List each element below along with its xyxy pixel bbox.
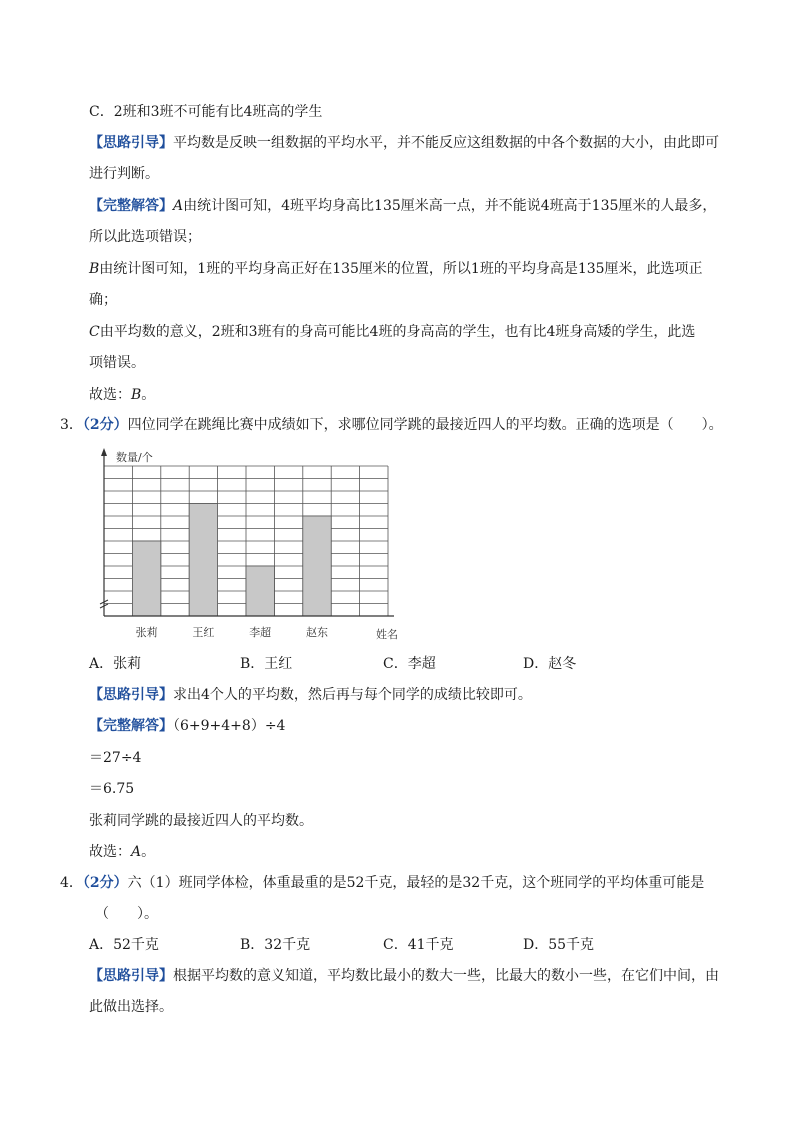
x-tick-label: 张莉	[135, 626, 158, 639]
answer-text: 由统计图可知，1班的平均身高正好在135厘米的位置，所以1班的平均身高是135厘米，此选项正	[99, 261, 703, 277]
q2-choose	[89, 385, 155, 405]
hint-text: 求出4个人的平均数，然后再与每个同学的成绩比较即可。	[173, 687, 532, 703]
q2-answer-b-line2: 确；	[89, 292, 117, 308]
question-text: 四位同学在跳绳比赛中成绩如下，求哪位同学跳的最接近四人的平均数。正确的选项是（ ）。	[127, 417, 723, 433]
choose-end: 。	[141, 844, 156, 860]
chart-bars	[132, 504, 331, 617]
bar-2	[246, 566, 274, 616]
question-number: 4．	[60, 875, 83, 891]
x-tick-label: 王红	[192, 626, 215, 639]
q2-hint	[89, 133, 719, 153]
q2-answer-a-line2: 所以此选项错误；	[89, 229, 201, 245]
question-text: 六（1）班同学体检，体重最重的是52千克，最轻的是32千克，这个班同学的平均体重可能是	[127, 875, 705, 891]
q4-option-b[interactable]: B．32千克	[240, 937, 311, 953]
choose-value: B	[131, 387, 142, 403]
calc-line3: ＝6.75	[89, 781, 135, 797]
q3-options	[89, 653, 649, 673]
x-tick-label: 赵东	[306, 626, 328, 639]
question-score: （2分）	[82, 875, 128, 891]
calc-line1: （6+9+4+8）÷4	[173, 718, 286, 734]
q2-answer-c-line2: 项错误。	[89, 355, 145, 371]
q3-option-d[interactable]: D．赵冬	[523, 656, 577, 672]
q4-hint-line2: 此做出选择。	[89, 999, 173, 1015]
option-letter: A	[173, 198, 184, 214]
q2-answer-c	[89, 322, 695, 342]
option-letter: C	[89, 324, 100, 340]
q4-option-a[interactable]: A．52千克	[89, 937, 159, 953]
answer-text: 由统计图可知，4班平均身高比135厘米高一点，并不能说4班高于135厘米的人最多，	[183, 198, 717, 214]
hint-tag: 【思路引导】	[89, 135, 173, 151]
bar-3	[303, 516, 331, 616]
choose-end: 。	[141, 387, 156, 403]
q3-option-c[interactable]: C．李超	[383, 656, 436, 672]
choose-label: 故选：	[89, 387, 131, 403]
answer-tag: 【完整解答】	[89, 718, 173, 734]
y-axis-label: 数量/个	[116, 451, 153, 464]
question-number: 3．	[60, 417, 83, 433]
q2-option-c: C．2班和3班不可能有比4班高的学生	[89, 104, 323, 120]
jump-rope-bar-chart	[86, 446, 406, 646]
q2-answer-a	[89, 196, 716, 216]
bar-1	[189, 504, 217, 617]
q4-option-d[interactable]: D．55千克	[523, 937, 595, 953]
q3-hint	[89, 685, 532, 705]
x-tick-labels	[136, 625, 328, 639]
q4-stem-line2: （ ）。	[95, 906, 158, 922]
hint-tag: 【思路引导】	[89, 687, 173, 703]
hint-text: 根据平均数的意义知道，平均数比最小的数大一些，比最大的数小一些，在它们中间，由	[173, 968, 719, 984]
q3-option-b[interactable]: B．王红	[240, 656, 293, 672]
q2-hint-line2: 进行判断。	[89, 166, 159, 182]
q3-answer	[89, 716, 285, 736]
q3-stem	[60, 415, 723, 435]
choose-label: 故选：	[89, 844, 131, 860]
x-axis-label: 姓名	[376, 628, 398, 641]
hint-text: 平均数是反映一组数据的平均水平，并不能反应这组数据的中各个数据的大小，由此即可	[173, 135, 719, 151]
choose-value: A	[131, 844, 142, 860]
option-letter: B	[89, 261, 100, 277]
hint-tag: 【思路引导】	[89, 968, 173, 984]
q3-choose	[89, 842, 155, 862]
q4-stem	[60, 873, 704, 893]
answer-tag: 【完整解答】	[89, 198, 173, 214]
x-tick-label: 李超	[249, 626, 272, 639]
q4-hint	[89, 966, 719, 986]
y-axis-arrow	[101, 448, 107, 456]
question-score: （2分）	[82, 417, 128, 433]
q3-conclusion: 张莉同学跳的最接近四人的平均数。	[89, 813, 313, 829]
q3-option-a[interactable]: A．张莉	[89, 656, 142, 672]
calc-line2: ＝27÷4	[89, 750, 142, 766]
bar-0	[132, 541, 160, 616]
answer-text: 由平均数的意义，2班和3班有的身高可能比4班的身高高的学生，也有比4班身高矮的学生，此选	[99, 324, 696, 340]
q4-option-c[interactable]: C．41千克	[383, 937, 454, 953]
q2-answer-b	[89, 259, 703, 279]
q4-options	[89, 934, 649, 954]
